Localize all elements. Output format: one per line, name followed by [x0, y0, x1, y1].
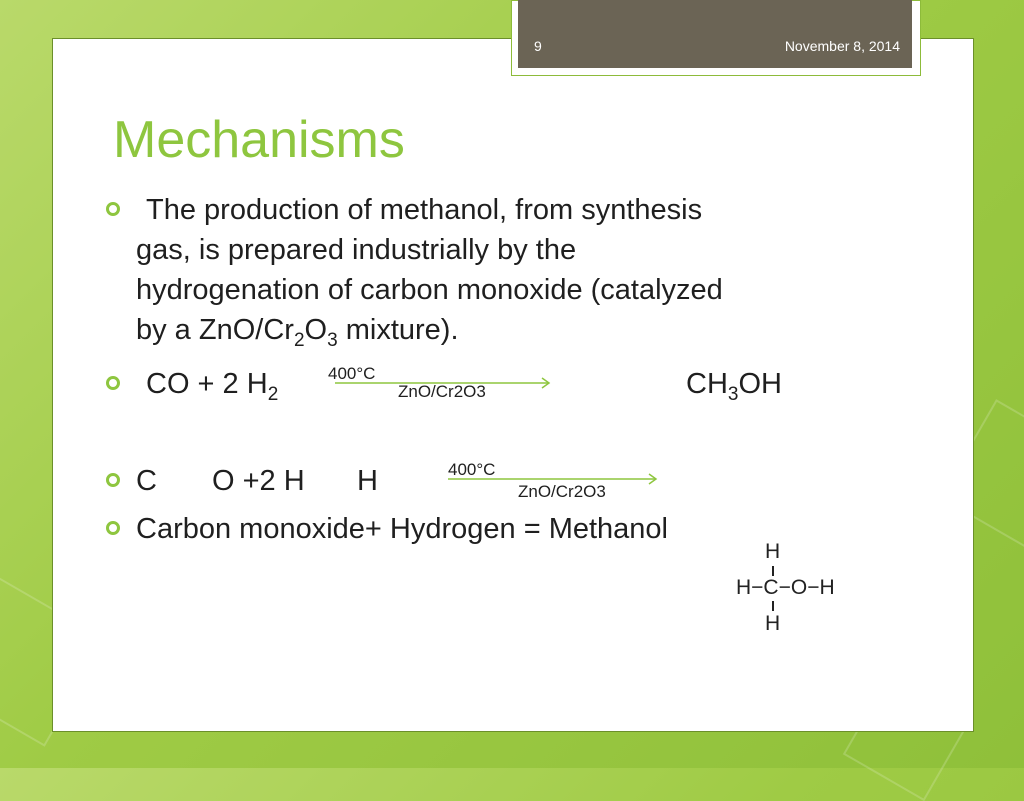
reaction-catalyst: ZnO/Cr2O3: [398, 382, 486, 401]
structure-top-h: H: [765, 540, 781, 563]
bullet1-line3: hydrogenation of carbon monoxide (catalyzed: [136, 274, 723, 306]
reaction-reactants: [146, 364, 278, 404]
bullet-marker: [106, 202, 120, 216]
subscript: 2: [267, 384, 279, 405]
bullet-marker: [106, 376, 120, 390]
reaction2-hydrogen: H: [357, 465, 378, 497]
reaction-product: [686, 364, 782, 404]
structure-bottom-h: H: [765, 612, 781, 635]
structure-middle: H−C−O−H: [736, 576, 835, 599]
reaction2-carbon: C: [136, 465, 157, 497]
slide-date: November 8, 2014: [784, 38, 900, 54]
subscript: 3: [327, 330, 338, 351]
reaction-temperature: 400°C: [328, 364, 376, 383]
reaction2-oxygen-hydrogen: O +2 H: [212, 465, 305, 497]
slide-title: Mechanisms: [113, 111, 405, 169]
bullet1-line2: gas, is prepared industrially by the: [136, 234, 577, 266]
bullet1-line4: [136, 310, 459, 350]
reaction2-temperature: 400°C: [448, 460, 496, 479]
bullet1-line4-pre: by a ZnO/Cr: [136, 314, 294, 346]
product-post: OH: [738, 368, 782, 400]
slide-number: 9: [534, 38, 542, 54]
reactant-text: CO + 2 H: [146, 368, 268, 400]
header-bar: [518, 0, 912, 68]
bullet1-line1: The production of methanol, from synthesis: [146, 194, 703, 226]
word-equation: Carbon monoxide+ Hydrogen = Methanol: [136, 513, 668, 545]
bullet-marker: [106, 521, 120, 535]
product-pre: CH: [686, 368, 728, 400]
bond-bottom: [772, 601, 774, 611]
reaction2-catalyst: ZnO/Cr2O3: [518, 482, 606, 501]
subscript: 3: [727, 384, 739, 405]
bullet1-line4-post: mixture).: [337, 314, 459, 346]
bullet-marker: [106, 473, 120, 487]
subscript: 2: [293, 330, 305, 351]
bond-top: [772, 566, 774, 576]
oxygen-symbol: O: [304, 314, 328, 346]
